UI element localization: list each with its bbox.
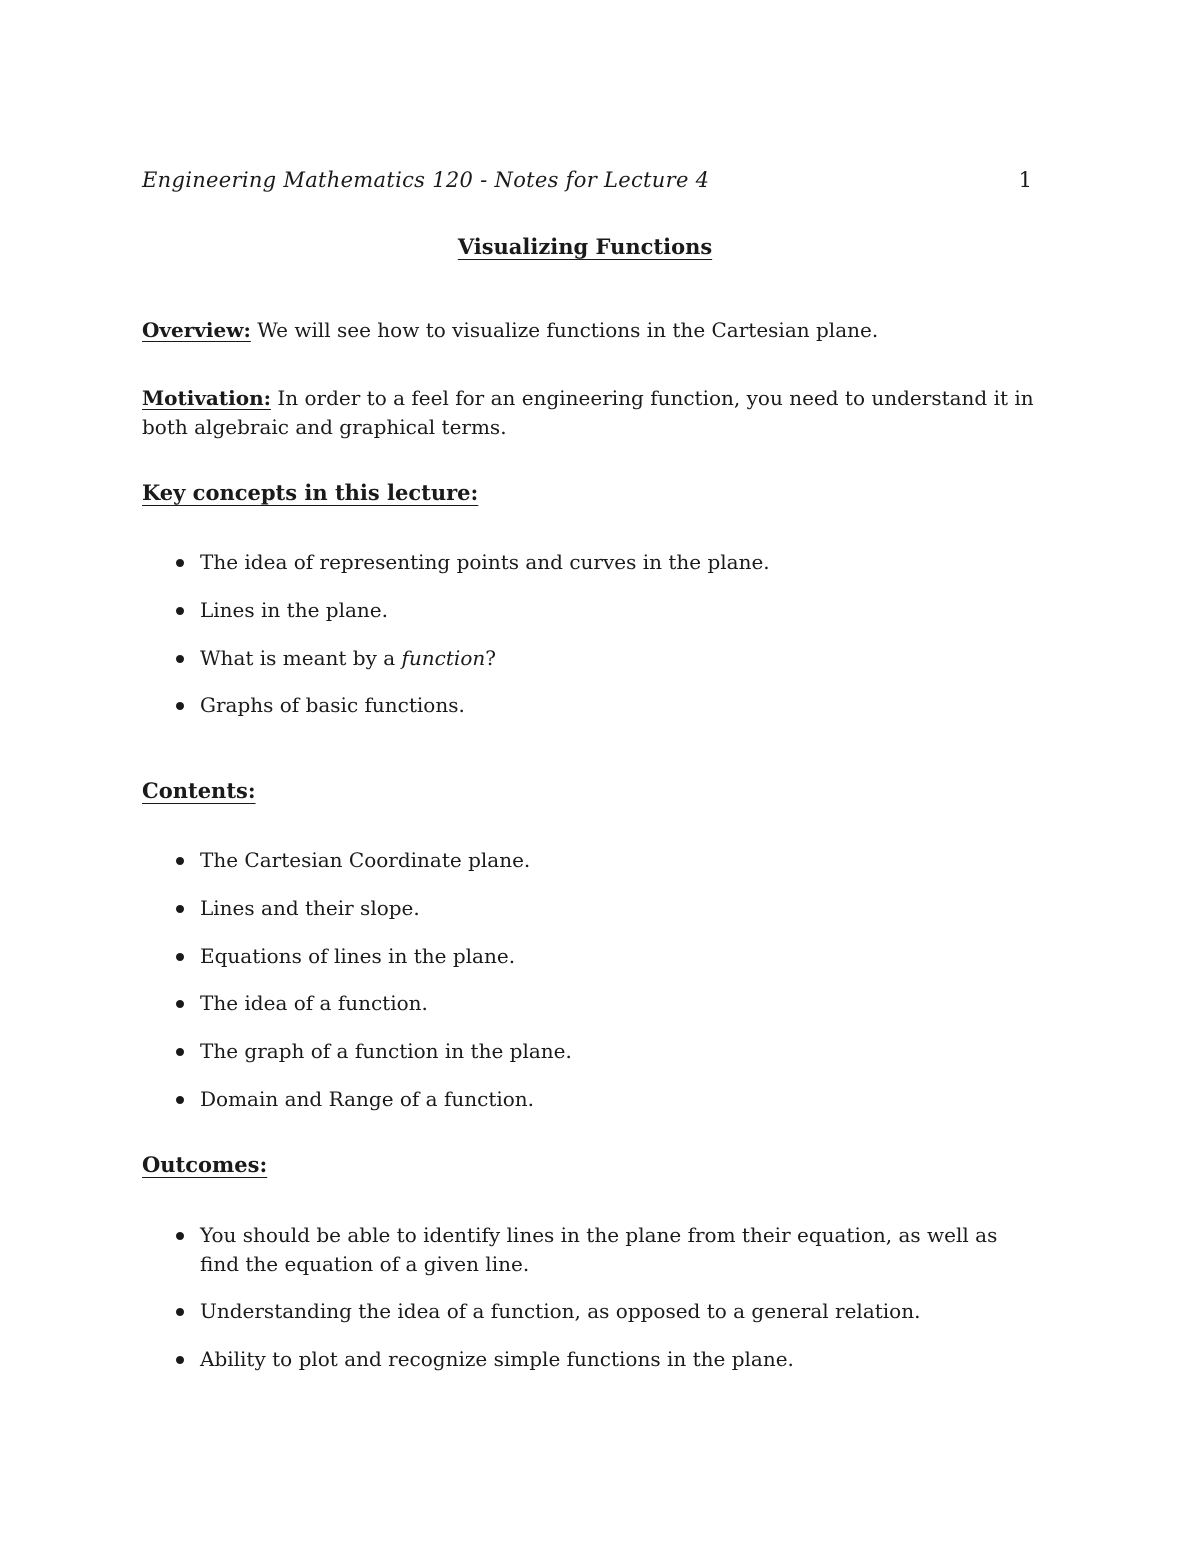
bullet-icon xyxy=(176,1000,184,1008)
list-item xyxy=(200,644,1034,673)
motivation-text: In order to a feel for an engineering function, you need to understand it in both algebraic and graphical terms. xyxy=(142,386,1034,439)
list-item xyxy=(200,1297,1034,1326)
list-item-text: The graph of a function in the plane. xyxy=(200,1039,572,1063)
overview-label: Overview: xyxy=(142,318,251,342)
bullet-icon xyxy=(176,1308,184,1316)
list-item xyxy=(200,1221,1034,1279)
list-item xyxy=(200,548,1034,577)
list-item xyxy=(200,596,1034,625)
overview-text: We will see how to visualize functions in the Cartesian plane. xyxy=(257,318,879,342)
list-item-text: The Cartesian Coordinate plane. xyxy=(200,848,531,872)
list-item-text: Graphs of basic functions. xyxy=(200,693,465,717)
list-item-text: The idea of representing points and curves in the plane. xyxy=(200,550,770,574)
list-item-text: Understanding the idea of a function, as opposed to a general relation. xyxy=(200,1299,921,1323)
bullet-icon xyxy=(176,559,184,567)
list-item xyxy=(200,989,1034,1018)
bullet-icon xyxy=(176,702,184,710)
list-item-text: Lines and their slope. xyxy=(200,896,420,920)
running-header xyxy=(142,168,1032,200)
contents-heading: Contents: xyxy=(142,778,256,803)
header-title: Engineering Mathematics 120 - Notes for Lecture 4 xyxy=(142,168,710,192)
list-item-text: The idea of a function. xyxy=(200,991,428,1015)
list-item-text: Domain and Range of a function. xyxy=(200,1087,535,1111)
bullet-icon xyxy=(176,607,184,615)
emphasized-word: function xyxy=(401,646,486,670)
list-item xyxy=(200,846,1034,875)
list-item-text: What is meant by a xyxy=(200,646,402,670)
bullet-icon xyxy=(176,953,184,961)
list-item-text: Ability to plot and recognize simple functions in the plane. xyxy=(200,1347,794,1371)
document-title: Visualizing Functions xyxy=(457,234,713,259)
list-item xyxy=(200,1085,1034,1114)
list-item-text: You should be able to identify lines in the plane from their equation, as well as find the equation of a given line. xyxy=(200,1223,998,1276)
list-item-suffix: ? xyxy=(485,646,496,670)
list-item xyxy=(200,894,1034,923)
page-number: 1 xyxy=(1018,168,1032,192)
motivation-section xyxy=(142,384,1034,442)
bullet-icon xyxy=(176,1356,184,1364)
list-item xyxy=(200,1345,1034,1374)
bullet-icon xyxy=(176,905,184,913)
overview-section xyxy=(142,316,1034,345)
outcomes-heading: Outcomes: xyxy=(142,1152,268,1177)
list-item xyxy=(200,942,1034,971)
list-item xyxy=(200,1037,1034,1066)
key-concepts-heading: Key concepts in this lecture: xyxy=(142,480,479,505)
bullet-icon xyxy=(176,1232,184,1240)
list-item xyxy=(200,691,1034,720)
bullet-icon xyxy=(176,857,184,865)
bullet-icon xyxy=(176,655,184,663)
document-title-block xyxy=(0,234,1170,259)
bullet-icon xyxy=(176,1048,184,1056)
bullet-icon xyxy=(176,1096,184,1104)
list-item-text: Lines in the plane. xyxy=(200,598,388,622)
list-item-text: Equations of lines in the plane. xyxy=(200,944,516,968)
motivation-label: Motivation: xyxy=(142,386,271,410)
